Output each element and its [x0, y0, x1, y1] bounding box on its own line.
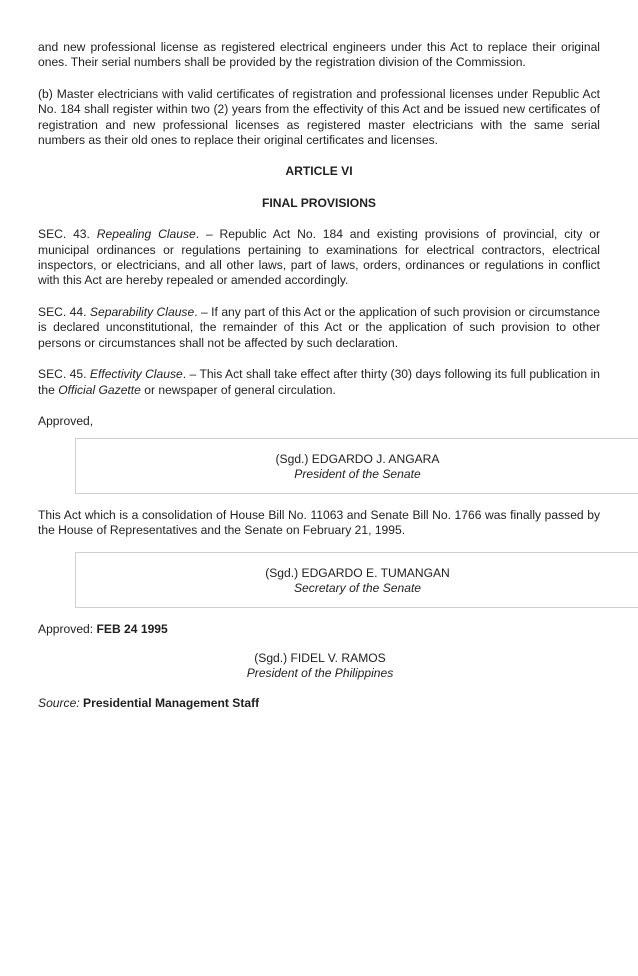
- section-45: [38, 367, 600, 398]
- consolidation-paragraph: This Act which is a consolidation of House Bill No. 11063 and Senate Bill No. 1766 was finally passed by the House of Representatives and the Senate on February 21, 1995.: [38, 508, 600, 538]
- signatory-name: (Sgd.) EDGARDO E. TUMANGAN: [265, 566, 450, 580]
- consolidation-block: [38, 508, 600, 539]
- approved-label: Approved,: [38, 413, 94, 428]
- article-title: FINAL PROVISIONS: [261, 195, 376, 210]
- source-label: Source:: [38, 696, 80, 710]
- section-45-body-1: . – This Act shall take effect after thirty (30) days following its full publication in the: [38, 367, 600, 397]
- signature-box-senate-secretary: [75, 552, 638, 608]
- section-44-number: SEC. 44.: [38, 304, 87, 319]
- paragraph-master-electricians: (b) Master electricians with valid certificates of registration and professional licenses under Republic Act No. 184 shall register within two (2) years from the effectivity of this Act and be issued new certificates of registration and new professional licenses as registered master electricians with the same serial numbers as their old ones to replace their original certificates and licenses.: [38, 86, 600, 148]
- signature-block-president: [75, 651, 565, 682]
- signature-region-1: [0, 438, 638, 494]
- signatory-title: Secretary of the Senate: [293, 581, 422, 596]
- approved-date-line: [38, 622, 600, 637]
- article-heading: ARTICLE VI: [285, 164, 353, 179]
- section-43-body: . – Republic Act No. 184 and existing provisions of provincial, city or municipal ordinances or regulations pertaining to examinations for electrical contractors, electrical inspectors, or electricians, and all other laws, part of laws, orders, ordinances or regulations in conflict with this Act are hereby repealed or amended accordingly.: [38, 227, 600, 288]
- section-44: [38, 305, 600, 351]
- source-line: [38, 696, 600, 711]
- section-45-title: Effectivity Clause: [89, 367, 183, 382]
- section-44-body: . – If any part of this Act or the application of such provision or circumstance is declared unconstitutional, the remainder of this Act or the application of such provision to other persons or circumstances shall not be affected by such declaration.: [38, 304, 600, 350]
- signature-region-2: [0, 552, 638, 608]
- signatory-name: (Sgd.) FIDEL V. RAMOS: [254, 651, 386, 665]
- final-approval-block: [38, 622, 600, 637]
- signatory-name: (Sgd.) EDGARDO J. ANGARA: [275, 452, 440, 466]
- section-43-title: Repealing Clause: [96, 227, 196, 242]
- official-gazette: Official Gazette: [58, 382, 141, 397]
- section-43: [38, 227, 600, 289]
- paragraph-license: and new professional license as registered electrical engineers under this Act to replace their original ones. Their serial numbers shall be provided by the registration division of the Commission.: [38, 40, 600, 70]
- source-block: [38, 696, 600, 711]
- signature-box-senate-president: [75, 438, 638, 494]
- document-page: [38, 40, 600, 445]
- signature-president: [0, 651, 638, 682]
- source-value: Presidential Management Staff: [79, 696, 260, 710]
- signatory-title: President of the Philippines: [246, 666, 394, 681]
- section-44-title: Separability Clause: [89, 304, 195, 319]
- signatory-title: President of the Senate: [294, 467, 421, 482]
- section-43-number: SEC. 43.: [38, 227, 90, 242]
- section-45-body-2: or newspaper of general circulation.: [140, 382, 336, 397]
- section-45-number: SEC. 45.: [38, 367, 87, 382]
- approved-date-label: Approved:: [38, 622, 97, 636]
- approved-date: FEB 24 1995: [96, 622, 168, 636]
